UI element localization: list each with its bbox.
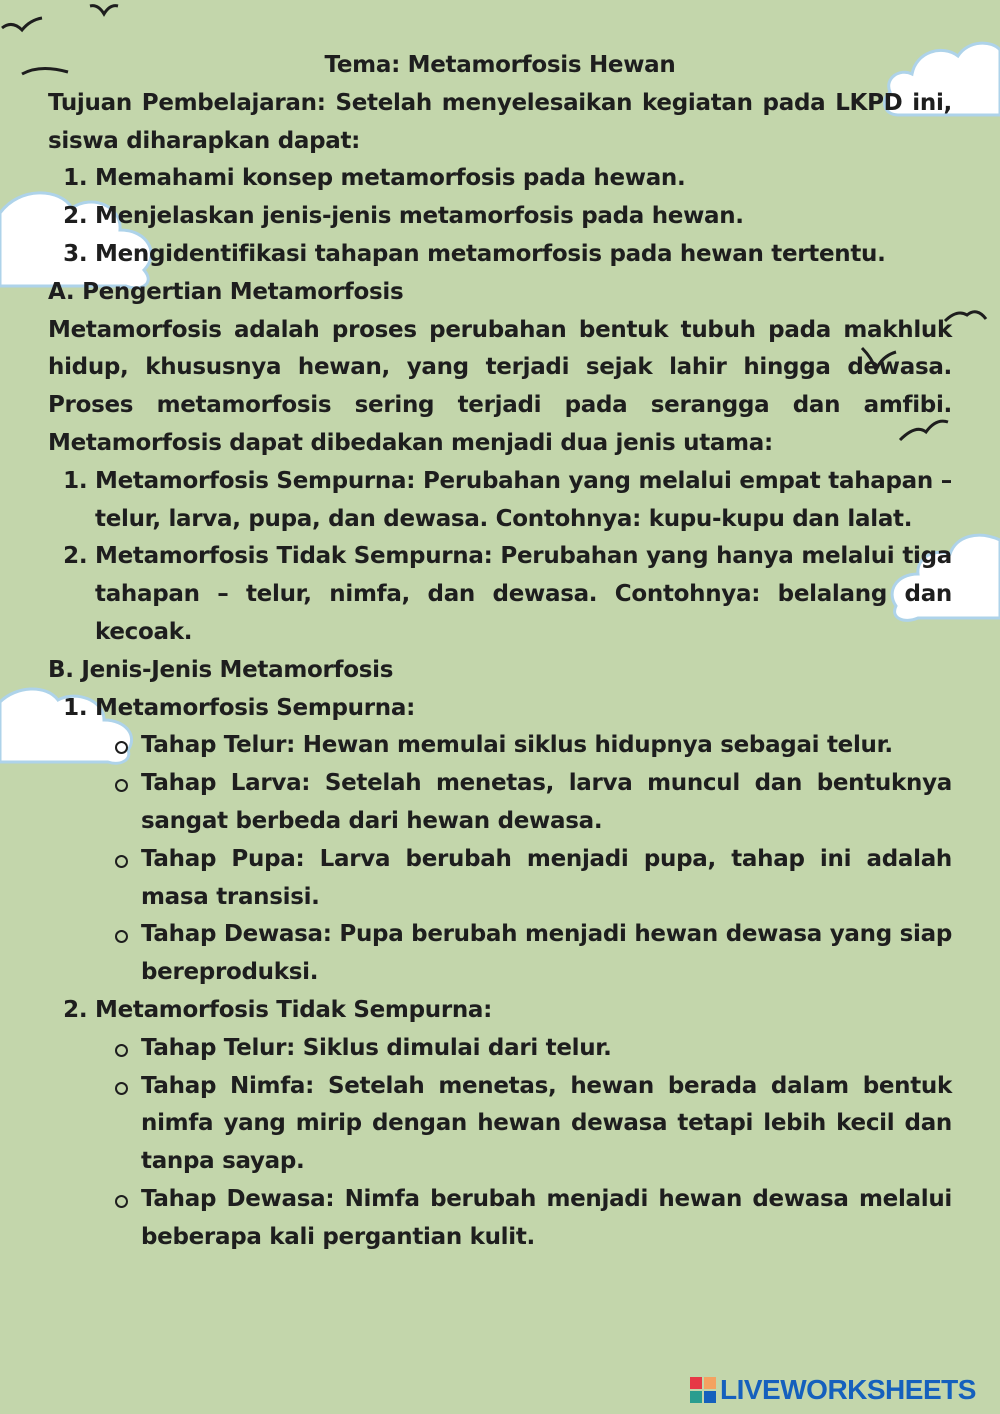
bird-icon	[88, 0, 120, 20]
objective-item: 2. Menjelaskan jenis-jenis metamorfosis pada hewan.	[95, 198, 952, 236]
bullet-icon	[115, 779, 128, 792]
stage-item: Tahap Dewasa: Nimfa berubah menjadi hewan dewasa melalui beberapa kali pergantian kulit.	[141, 1181, 952, 1257]
bullet-icon	[115, 930, 128, 943]
stage-group	[95, 690, 952, 992]
metamorphosis-type-item: 1. Metamorfosis Sempurna: Perubahan yang melalui empat tahapan – telur, larva, pupa, dan dewasa. Contohnya: kupu-kupu dan lalat.	[95, 463, 952, 539]
metamorphosis-type-list	[48, 463, 952, 652]
objective-item: 3. Mengidentifikasi tahapan metamorfosis pada hewan tertentu.	[95, 236, 952, 274]
worksheet-content	[48, 47, 952, 1257]
stage-item: Tahap Pupa: Larva berubah menjadi pupa, tahap ini adalah masa transisi.	[141, 841, 952, 917]
section-b-heading: B. Jenis-Jenis Metamorfosis	[48, 656, 394, 683]
liveworksheets-watermark[interactable]	[690, 1372, 976, 1408]
stage-list	[95, 727, 952, 992]
watermark-text: LIVEWORKSHEETS	[720, 1374, 976, 1405]
stage-group	[95, 992, 952, 1257]
stage-item: Tahap Telur: Siklus dimulai dari telur.	[141, 1030, 952, 1068]
metamorphosis-type-item: 2. Metamorfosis Tidak Sempurna: Perubahan yang hanya melalui tiga tahapan – telur, nimfa, dan dewasa. Contohnya: belalang dan kecoak.	[95, 538, 952, 651]
stage-item: Tahap Larva: Setelah menetas, larva muncul dan bentuknya sangat berbeda dari hewan dewasa.	[141, 765, 952, 841]
bullet-icon	[115, 1195, 128, 1208]
stage-group-title: Metamorfosis Tidak Sempurna:	[95, 996, 493, 1023]
learning-objective-intro: Tujuan Pembelajaran: Setelah menyelesaikan kegiatan pada LKPD ini, siswa diharapkan dapat:	[48, 89, 952, 154]
objective-item: 1. Memahami konsep metamorfosis pada hewan.	[95, 160, 952, 198]
bird-icon	[0, 12, 44, 40]
bullet-icon	[115, 741, 128, 754]
section-a-paragraph: Metamorfosis adalah proses perubahan bentuk tubuh pada makhluk hidup, khususnya hewan, yang terjadi sejak lahir hingga dewasa. Proses metamorfosis sering terjadi pada serangga dan amfibi. Metamorfosis dapat dibedakan menjadi dua jenis utama:	[48, 316, 952, 456]
page-title: Tema: Metamorfosis Hewan	[324, 52, 676, 78]
stage-group-title: Metamorfosis Sempurna:	[95, 694, 415, 721]
stage-item: Tahap Dewasa: Pupa berubah menjadi hewan dewasa yang siap bereproduksi.	[141, 916, 952, 992]
bullet-icon	[115, 855, 128, 868]
liveworksheets-logo-icon	[690, 1377, 716, 1403]
stage-item: Tahap Nimfa: Setelah menetas, hewan berada dalam bentuk nimfa yang mirip dengan hewan dewasa tetapi lebih kecil dan tanpa sayap.	[141, 1068, 952, 1181]
objective-list	[48, 160, 952, 273]
stage-list	[95, 1030, 952, 1257]
section-a-heading: A. Pengertian Metamorfosis	[48, 278, 404, 305]
metamorphosis-stage-groups	[48, 690, 952, 1257]
stage-item: Tahap Telur: Hewan memulai siklus hidupnya sebagai telur.	[141, 727, 952, 765]
bullet-icon	[115, 1044, 128, 1057]
bullet-icon	[115, 1082, 128, 1095]
